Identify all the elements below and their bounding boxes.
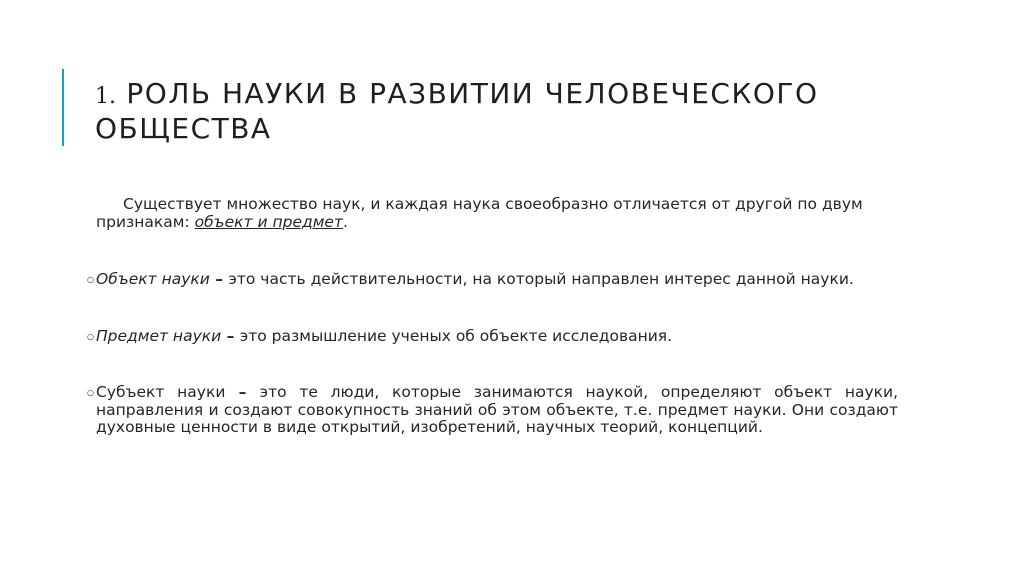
bullet-circle-icon: ○: [87, 331, 94, 341]
bullet-subject: [87, 383, 898, 437]
bullet-text: это размышление ученых об объекте исследования.: [239, 326, 673, 345]
bullet-dash: –: [225, 383, 260, 401]
bullet-term: Предмет науки: [96, 326, 222, 345]
intro-text: Существует множество наук, и каждая наука своеобразно отличается от другой по двум признакам:: [96, 195, 863, 231]
bullet-object: [87, 270, 898, 289]
bullet-term: Объект науки: [96, 270, 210, 288]
title-text: РОЛЬ НАУКИ В РАЗВИТИИ ЧЕЛОВЕЧЕСКОГО ОБЩЕСТВА: [95, 77, 819, 145]
bullet-circle-icon: ○: [87, 275, 94, 284]
slide-body: [87, 195, 898, 437]
intro-paragraph: [96, 196, 898, 231]
intro-end: .: [342, 212, 348, 231]
intro-emphasis: объект и предмет: [194, 212, 343, 231]
bullet-text: это те люди, которые занимаются наукой, определяют объект науки, направления и создают совокупность знаний об этом объекте, т.е. предмет науки. Они создают духовные ценности в виде открытий, изобретений, научных теорий, концепций.: [96, 383, 898, 436]
bullet-text: это часть действительности, на который направлен интерес данной науки.: [228, 270, 854, 288]
title-number: 1.: [95, 84, 116, 109]
bullet-term: Субъект науки: [96, 383, 226, 401]
bullet-subject-matter: [87, 326, 898, 346]
slide-title: [95, 78, 955, 145]
bullet-dash: –: [209, 270, 229, 288]
bullet-dash: –: [221, 326, 240, 345]
title-accent-bar: [62, 69, 64, 146]
bullet-circle-icon: ○: [87, 388, 94, 397]
